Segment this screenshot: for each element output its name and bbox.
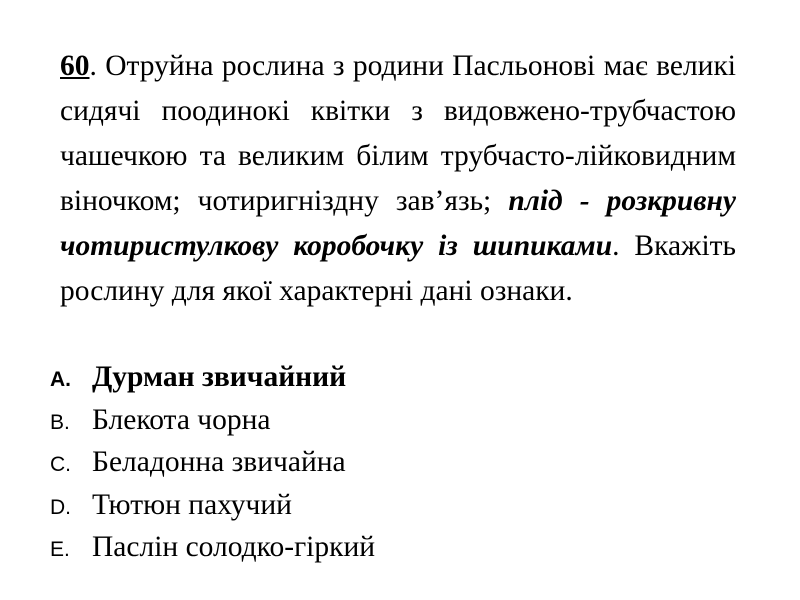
answer-letter-c: C. [50,453,71,476]
answer-text-d: Тютюн пахучий [92,488,292,521]
question-number: 60 [60,50,90,82]
question-text-part-2: . Вкажіть рослину для якої характерні дані ознаки. [60,230,736,307]
answer-text-c: Беладонна звичайна [92,446,346,478]
answer-option-a[interactable] [50,361,375,404]
question-text-part-1: . Отруйна рослина з родини Пасльонові має великі сидячі поодинокі квітки з видовжено-трубчастою чашечкою та великим білим трубчасто-лійковидним віночком; чотиригніздну зав’язь; [60,50,736,217]
answer-option-c[interactable] [50,446,375,489]
question-emphasis: плід - розкривну чотиристулкову коробочку із шипиками [60,185,736,262]
question-text [60,44,736,314]
answer-letter-a: A. [50,368,71,391]
answer-text-b: Блекота чорна [92,403,271,436]
answer-text-a: Дурман звичайний [92,361,347,393]
answer-letter-b: B. [50,410,70,434]
answer-option-d[interactable] [50,489,375,532]
answer-option-e[interactable] [50,531,375,574]
answer-option-b[interactable] [50,404,375,447]
answer-letter-e: E. [50,538,70,561]
answer-text-e: Паслін солодко-гіркий [92,531,376,563]
answer-letter-d: D. [50,495,71,519]
answer-list [50,361,375,574]
